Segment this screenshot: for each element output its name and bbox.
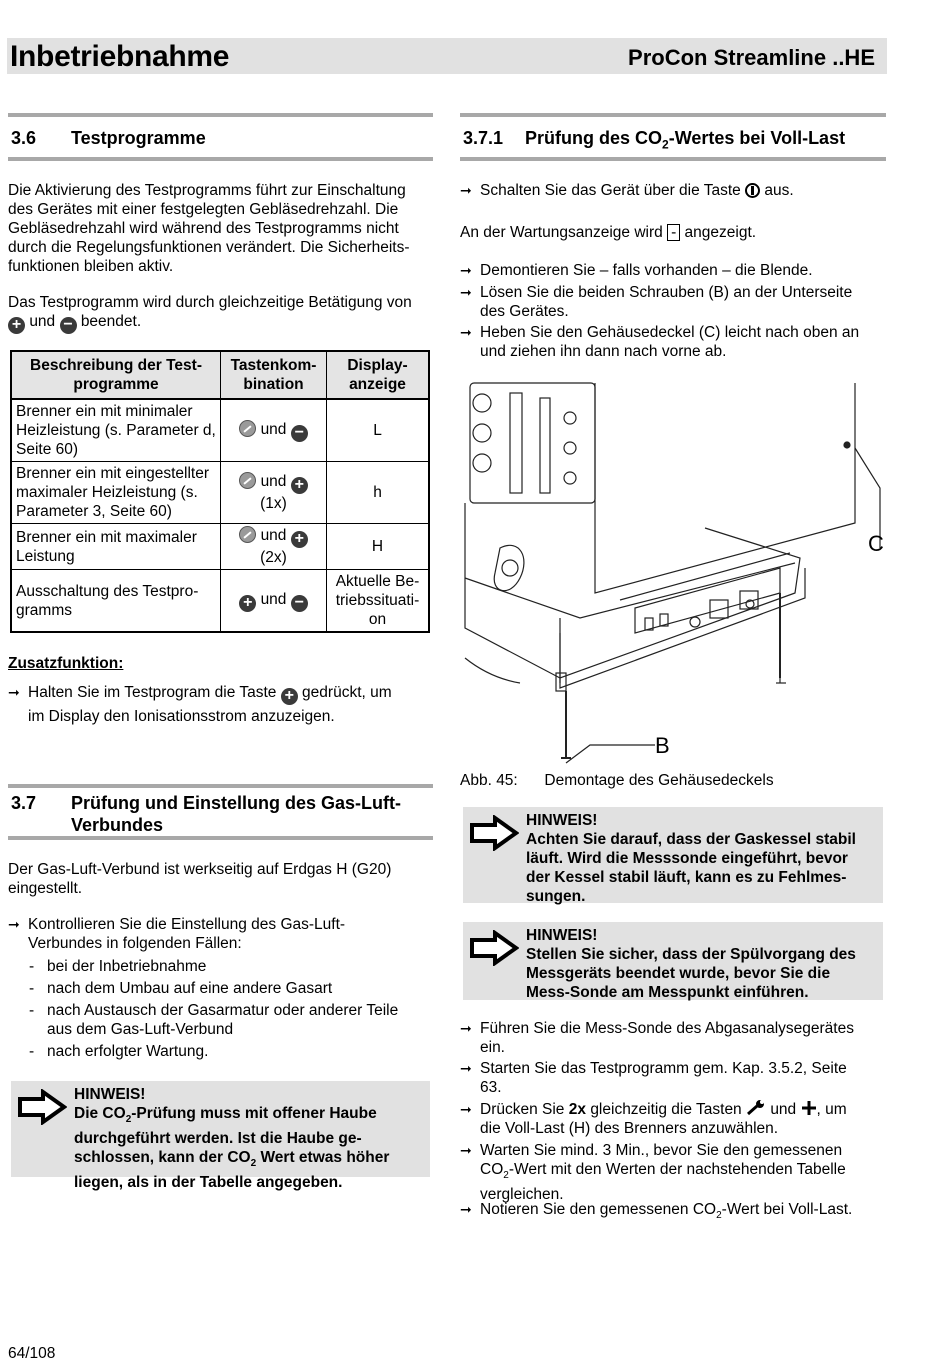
section-rule: [8, 836, 433, 840]
text-fragment: und: [260, 590, 287, 608]
minus-key-icon: −: [291, 595, 308, 612]
power-button-icon: [745, 183, 760, 198]
housing-body: [595, 383, 855, 593]
valve: [494, 545, 524, 590]
page-number: 64/108: [8, 1345, 56, 1362]
table-cell: Brenner ein mit maximaler Leistung: [11, 524, 221, 570]
figure-label-c: C: [868, 531, 884, 556]
table-cell: Brenner ein mit minimaler Heizleistung (s. Parameter d, Seite 60): [11, 399, 221, 462]
text-line: im Display den Ionisationsstrom anzuzeigen.: [28, 708, 335, 725]
text-line: [8, 312, 433, 334]
table-row: [11, 462, 429, 524]
text-line: vergleichen.: [480, 1186, 564, 1204]
table-cell: L: [327, 399, 430, 462]
section-title-line: Prüfung und Einstellung des Gas-Luft-: [71, 793, 401, 813]
hinweis-text: [526, 811, 856, 906]
minus-key-icon: −: [60, 317, 77, 334]
text-line: Die Aktivierung des Testprogramms führt zur Einschaltung: [8, 182, 406, 199]
section-number: 3.6: [11, 128, 37, 148]
table-row: [11, 570, 429, 633]
table-cell: [221, 570, 327, 633]
text-line: der Kessel stabil läuft, kann es zu Fehlmes-: [526, 869, 847, 886]
caption-number: Abb. 45:: [460, 772, 518, 789]
section-rule: [8, 784, 433, 788]
text-fragment: und: [260, 420, 287, 438]
section-rule: [460, 113, 886, 117]
zusatz-label: Zusatzfunktion:: [8, 655, 124, 672]
list-item: - nach Austausch der Gasarmatur oder anderer Teile aus dem Gas-Luft-Verbund: [27, 1001, 447, 1039]
step-bullet: ➞ Heben Sie den Gehäusedeckel (C) leicht nach oben an und ziehen ihn dann nach vorne ab.: [460, 323, 900, 361]
text-fragment: Ausschaltung des Testpro- gramms: [16, 582, 199, 619]
text-line: eingestellt.: [8, 880, 83, 897]
step-bullet: ➞ Lösen Sie die beiden Schrauben (B) an der Unterseite des Gerätes.: [460, 283, 900, 321]
table-row: [11, 524, 429, 570]
table-cell: Brenner ein mit eingestellter maximaler Heizleistung (s. Parameter 3, Seite 60): [11, 462, 221, 524]
plus-key-icon: +: [8, 317, 25, 334]
figure-label-b: B: [655, 733, 670, 758]
section-number: 3.7.1: [463, 128, 504, 148]
text-line: durch die Regelungsfunktionen verändert. Die Sicherheits-: [8, 239, 410, 256]
step-bullet: [460, 181, 900, 200]
section-heading-3-7-1: [463, 127, 883, 152]
text-line: läuft. Wird die Messsonde eingeführt, bevor: [526, 850, 848, 867]
check-bullet: [8, 915, 448, 953]
chapter-title: Inbetriebnahme: [10, 40, 230, 73]
tool-key-icon: [239, 472, 256, 489]
intro-paragraph: [8, 181, 433, 276]
section-title: Testprogramme: [71, 128, 206, 148]
text-line: Mess-Sonde am Messpunkt einführen.: [526, 984, 809, 1001]
zusatz-bullet: [8, 683, 448, 726]
text-line: Messgeräts beendet wurde, bevor Sie die: [526, 965, 831, 982]
step-bullet: ➞ Führen Sie die Mess-Sonde des Abgasanalysegerätes ein.: [460, 1019, 900, 1057]
text-fragment: Halten Sie im Testprogram die Taste: [28, 684, 277, 701]
end-paragraph: [8, 293, 433, 334]
table-cell: [221, 524, 327, 570]
table-cell: [221, 399, 327, 462]
figure-caption: [460, 771, 774, 790]
table-cell: H: [327, 524, 430, 570]
tool-key-icon: [239, 420, 256, 437]
text-fragment: (2x): [260, 549, 287, 566]
intro-paragraph: [8, 860, 433, 898]
text-fragment: und: [260, 473, 287, 490]
pipe-panel: [470, 383, 595, 503]
hinweis-box: [463, 922, 883, 1000]
wartung-text: An der Wartungsanzeige wird - angezeigt.: [460, 224, 757, 241]
text-line: durchgeführt werden. Ist die Haube ge-: [74, 1130, 362, 1148]
plus-key-icon: +: [291, 531, 308, 548]
list-item: - nach dem Umbau auf eine andere Gasart: [27, 979, 447, 998]
hinweis-title: HINWEIS!: [526, 812, 598, 829]
display-box: -: [667, 224, 680, 241]
text-line: Verbundes in folgenden Fällen:: [28, 935, 242, 952]
hinweis-box: [11, 1081, 430, 1192]
housing-cover-figure: [460, 378, 890, 768]
text-line: Achten Sie darauf, dass der Gaskessel stabil: [526, 831, 856, 848]
table-row: [11, 399, 429, 462]
table-header-row: [11, 351, 429, 399]
step-bullet: ➞ Demontieren Sie – falls vorhanden – die Blende.: [460, 261, 900, 280]
text-line: funktionen bleiben aktiv.: [8, 258, 174, 275]
section-rule: [8, 157, 433, 161]
caption-text: Demontage des Gehäusedeckels: [544, 772, 774, 789]
section-rule: [8, 113, 433, 117]
hint-arrow-icon: [469, 930, 519, 966]
product-name: ProCon Streamline ..HE: [628, 45, 875, 70]
text-line: Gebläsedrehzahl wird während des Testprogramms nicht: [8, 220, 399, 237]
hint-arrow-icon: [17, 1089, 67, 1125]
text-fragment: aus.: [764, 182, 794, 199]
step-bullet: ➞ Starten Sie das Testprogramm gem. Kap. 3.5.2, Seite 63.: [460, 1059, 900, 1097]
table-cell: [11, 570, 221, 633]
section-heading-3-6: [11, 127, 431, 149]
text-fragment: Aktuelle Be- triebssituati- on: [335, 573, 420, 628]
hinweis-title: HINWEIS!: [526, 927, 598, 944]
section-title-line: Verbundes: [71, 815, 164, 835]
table-cell: h: [327, 462, 430, 524]
page-header: [7, 38, 887, 74]
column-header: Beschreibung der Test- programme: [11, 351, 221, 399]
text-line: schlossen, kann der $CO_2$ Wert etwas höher: [74, 1149, 390, 1170]
wrench-icon: [746, 1100, 766, 1116]
step-bullet: ➞ Notieren Sie den gemessenen $CO_2$-Wert bei Voll-Last.: [460, 1200, 900, 1225]
text-fragment: gedrückt, um: [302, 684, 392, 701]
minus-key-icon: −: [291, 425, 308, 442]
text-line: die Voll-Last (H) des Brenners anzuwählen.: [480, 1120, 779, 1137]
text-line: Das Testprogramm wird durch gleichzeitige Betätigung von: [8, 294, 412, 311]
text-fragment: beendet.: [80, 313, 142, 330]
section-rule: [460, 157, 886, 161]
table-cell: [327, 570, 430, 633]
hinweis-title: HINWEIS!: [74, 1086, 146, 1103]
text-fragment: Schalten Sie das Gerät über die Taste: [480, 182, 741, 199]
plus-key-icon: +: [281, 688, 298, 705]
section-title: Prüfung des $CO_2$-Wertes bei Voll-Last: [525, 128, 846, 152]
text-line: $CO_2$-Wert mit den Werten der nachstehenden Tabelle: [480, 1161, 846, 1182]
text-fragment: und: [29, 313, 56, 330]
step-bullet: [460, 1141, 900, 1204]
text-line: Stellen Sie sicher, dass der Spülvorgang des: [526, 946, 856, 963]
text-line: Die $CO_2$-Prüfung muss mit offener Haube: [74, 1105, 377, 1126]
plus-icon: [801, 1100, 817, 1116]
hinweis-text: [74, 1085, 389, 1192]
hinweis-box: [463, 807, 883, 903]
text-line: [28, 683, 448, 705]
text-line: ➞ Warten Sie mind. 3 Min., bevor Sie den gemessenen: [480, 1142, 843, 1159]
text-line: ➞ Drücken Sie 2x gleichzeitig die Tasten und , um: [480, 1101, 847, 1118]
text-fragment: und: [260, 527, 287, 544]
tool-key-icon: [239, 526, 256, 543]
plus-key-icon: +: [291, 477, 308, 494]
plus-key-icon: +: [239, 595, 256, 612]
section-number: 3.7: [11, 793, 37, 813]
column-header: Display- anzeige: [327, 351, 430, 399]
list-item: - nach erfolgter Wartung.: [27, 1042, 447, 1061]
hinweis-text: [526, 926, 856, 1002]
leader-line-b: [566, 745, 655, 763]
column-header: Tastenkom- bination: [221, 351, 327, 399]
step-bullet: [460, 1100, 900, 1138]
section-heading-3-7: [11, 792, 431, 836]
text-line: des Gerätes mit einer festgelegten Gebläsedrehzahl. Die: [8, 201, 399, 218]
table-cell: [221, 462, 327, 524]
hint-arrow-icon: [469, 815, 519, 851]
test-program-table: [10, 350, 430, 633]
text-line: liegen, als in der Tabelle angegeben.: [74, 1174, 343, 1192]
text-line: Der Gas-Luft-Verbund ist werkseitig auf Erdgas H (G20): [8, 861, 392, 878]
text-line: sungen.: [526, 888, 586, 905]
text-line: ➞ Kontrollieren Sie die Einstellung des Gas-Luft-: [28, 916, 346, 933]
text-fragment: (1x): [260, 495, 287, 512]
list-item: - bei der Inbetriebnahme: [27, 957, 447, 976]
